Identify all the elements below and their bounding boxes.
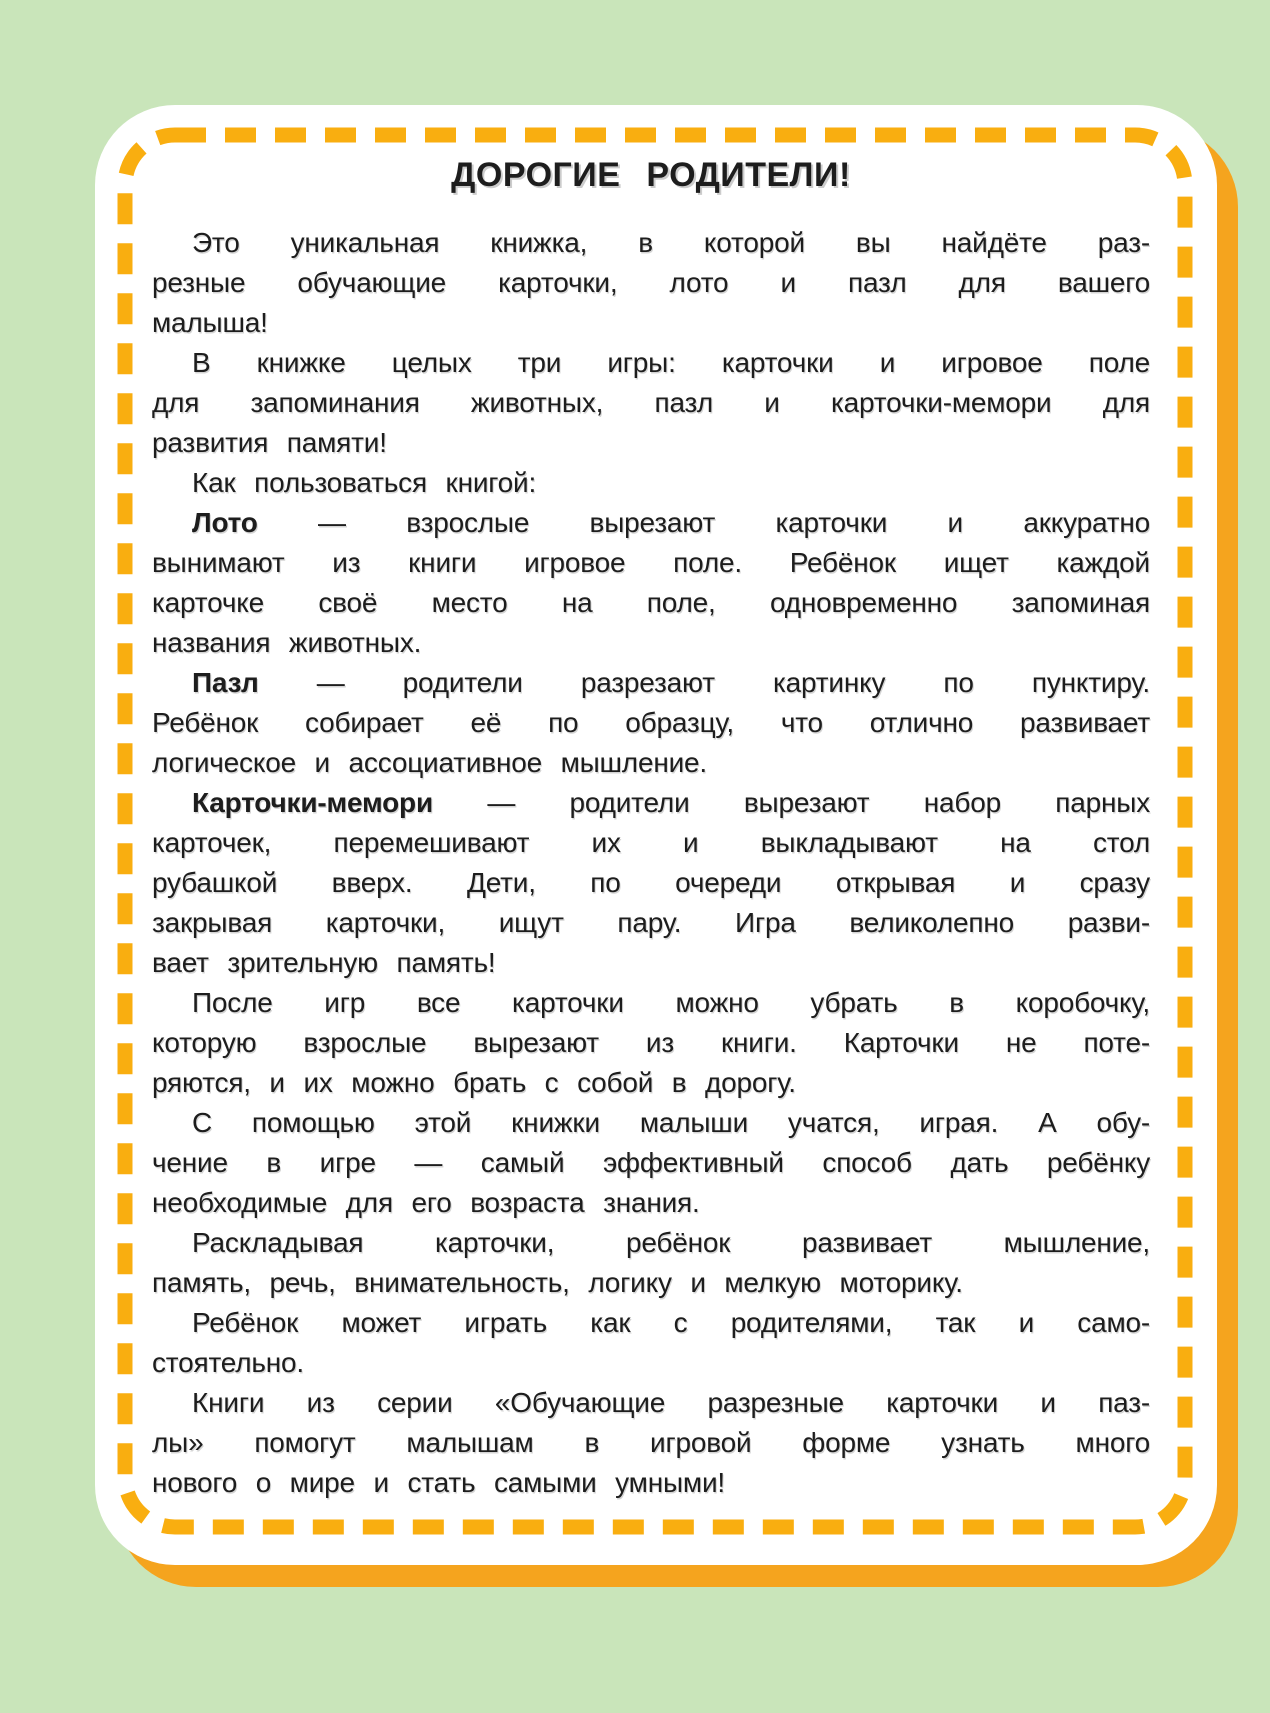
text-line: развития памяти! <box>152 427 387 458</box>
paragraph <box>152 783 1150 983</box>
text-line: память, речь, внимательность, логику и мелкую моторику. <box>152 1267 963 1298</box>
paragraph <box>152 1303 1150 1383</box>
text-line: вает зрительную память! <box>152 947 496 978</box>
text-line: необходимые для его возраста знания. <box>152 1187 700 1218</box>
text-line: лы» помогут малышам в игровой форме узнать много <box>152 1427 1150 1458</box>
text-line: В книжке целых три игры: карточки и игровое поле <box>192 347 1150 378</box>
text-line: Лото — взрослые вырезают карточки и аккуратно <box>192 507 1150 538</box>
text-line: чение в игре — самый эффективный способ дать ребёнку <box>152 1147 1150 1178</box>
text-line: логическое и ассоциативное мышление. <box>152 747 707 778</box>
text-line: малыша! <box>152 307 268 338</box>
text-line: вынимают из книги игровое поле. Ребёнок ищет каждой <box>152 547 1150 578</box>
text-line: Это уникальная книжка, в которой вы найдёте раз- <box>192 227 1150 258</box>
text-line: рубашкой вверх. Дети, по очереди открывая и сразу <box>152 867 1150 898</box>
text-line: Ребёнок собирает её по образцу, что отлично развивает <box>152 707 1150 738</box>
text-line: Книги из серии «Обучающие разрезные карточки и паз- <box>192 1387 1150 1418</box>
text-line: Как пользоваться книгой: <box>192 467 537 498</box>
paragraph <box>152 983 1150 1103</box>
parents-note-card <box>95 105 1217 1565</box>
paragraph <box>152 503 1150 663</box>
text-line: Карточки-мемори — родители вырезают набор парных <box>192 787 1150 818</box>
text-line: С помощью этой книжки малыши учатся, играя. А обу- <box>192 1107 1150 1138</box>
text-line: карточек, перемешивают их и выкладывают на стол <box>152 827 1150 858</box>
text-line: После игр все карточки можно убрать в коробочку, <box>192 987 1150 1018</box>
paragraph <box>152 663 1150 783</box>
text-line: для запоминания животных, пазл и карточки-мемори для <box>152 387 1150 418</box>
text-line: закрывая карточки, ищут пару. Игра великолепно разви- <box>152 907 1150 938</box>
text-line: ряются, и их можно брать с собой в дорогу. <box>152 1067 796 1098</box>
text-line: стоятельно. <box>152 1347 304 1378</box>
paragraph <box>152 1383 1150 1503</box>
bold-lead: Карточки-мемори <box>192 787 433 818</box>
text-line: Ребёнок может играть как с родителями, так и само- <box>192 1307 1150 1338</box>
text-line: карточке своё место на поле, одновременно запоминая <box>152 587 1150 618</box>
paragraph <box>152 1103 1150 1223</box>
paragraph <box>152 1223 1150 1303</box>
text-line: названия животных. <box>152 627 422 658</box>
paragraph <box>152 343 1150 463</box>
text-line: Пазл — родители разрезают картинку по пунктиру. <box>192 667 1150 698</box>
text-line: нового о мире и стать самыми умными! <box>152 1467 725 1498</box>
bold-lead: Пазл <box>192 667 259 698</box>
note-content <box>152 105 1150 1503</box>
text-line: резные обучающие карточки, лото и пазл для вашего <box>152 267 1150 298</box>
paragraph <box>152 463 1150 503</box>
paragraphs <box>152 223 1150 1503</box>
text-line: Раскладывая карточки, ребёнок развивает мышление, <box>192 1227 1150 1258</box>
paragraph <box>152 223 1150 343</box>
bold-lead: Лото <box>192 507 258 538</box>
text-line: которую взрослые вырезают из книги. Карточки не поте- <box>152 1027 1150 1058</box>
page-title: ДОРОГИЕ РОДИТЕЛИ! <box>451 156 851 194</box>
